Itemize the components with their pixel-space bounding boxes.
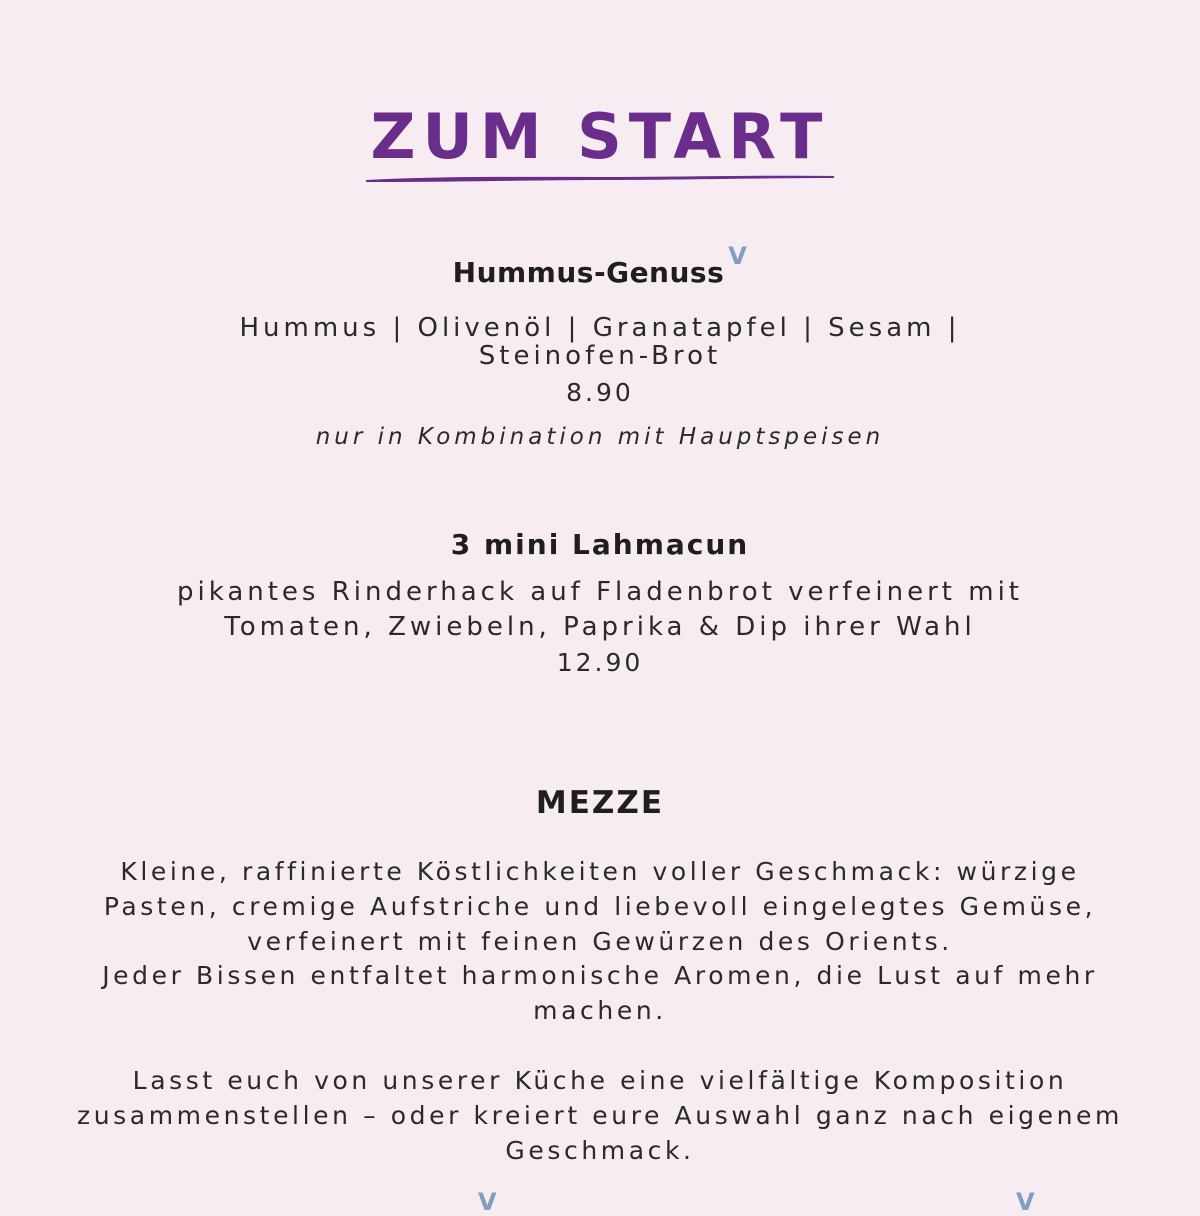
mezze-text-line: machen.: [533, 996, 667, 1026]
dish-note: nur in Kombination mit Hauptspeisen: [315, 424, 885, 450]
mezze-text-line: Pasten, cremige Aufstriche und liebevoll eingelegtes Gemüse,: [103, 891, 1097, 921]
vegetarian-badge-icon: V: [728, 242, 748, 270]
dish-price: 8.90: [566, 378, 634, 407]
mezze-text-line: verfeinert mit feinen Gewürzen des Orients.: [247, 926, 953, 956]
mezze-text-line: zusammenstellen – oder kreiert eure Auswahl ganz nach eigenem: [77, 1100, 1123, 1130]
mezze-paragraph-1: [0, 855, 1200, 1029]
dish-price: 12.90: [556, 648, 644, 677]
title-brush-underline: [364, 172, 836, 184]
dish-name-lahmacun: 3 mini Lahmacun: [450, 528, 750, 561]
mezze-title: MEZZE: [535, 785, 665, 821]
dish-name-text: Hummus-Genuss: [452, 256, 725, 289]
vegetarian-badge-icon: V: [478, 1188, 497, 1216]
vegetarian-badge-icon: V: [1016, 1188, 1035, 1216]
dish-description-line: pikantes Rinderhack auf Fladenbrot verfeinert mit: [177, 577, 1023, 607]
mezze-text-line: Geschmack.: [505, 1135, 695, 1165]
section-title: ZUM START: [370, 100, 830, 173]
dish-description-line: Steinofen-Brot: [478, 341, 722, 371]
dish-description-line: Tomaten, Zwiebeln, Paprika & Dip ihrer Wahl: [224, 612, 976, 642]
mezze-text-line: Jeder Bissen entfaltet harmonische Aromen, die Lust auf mehr: [102, 961, 1098, 991]
dish-description-line: Hummus | Olivenöl | Granatapfel | Sesam |: [239, 313, 961, 343]
mezze-text-line: Lasst euch von unserer Küche eine vielfältige Komposition: [132, 1066, 1068, 1095]
mezze-text-line: Kleine, raffinierte Köstlichkeiten voller Geschmack: würzige: [120, 857, 1080, 886]
mezze-paragraph-2: [0, 1064, 1200, 1168]
dish-name-hummus: [0, 242, 1200, 289]
